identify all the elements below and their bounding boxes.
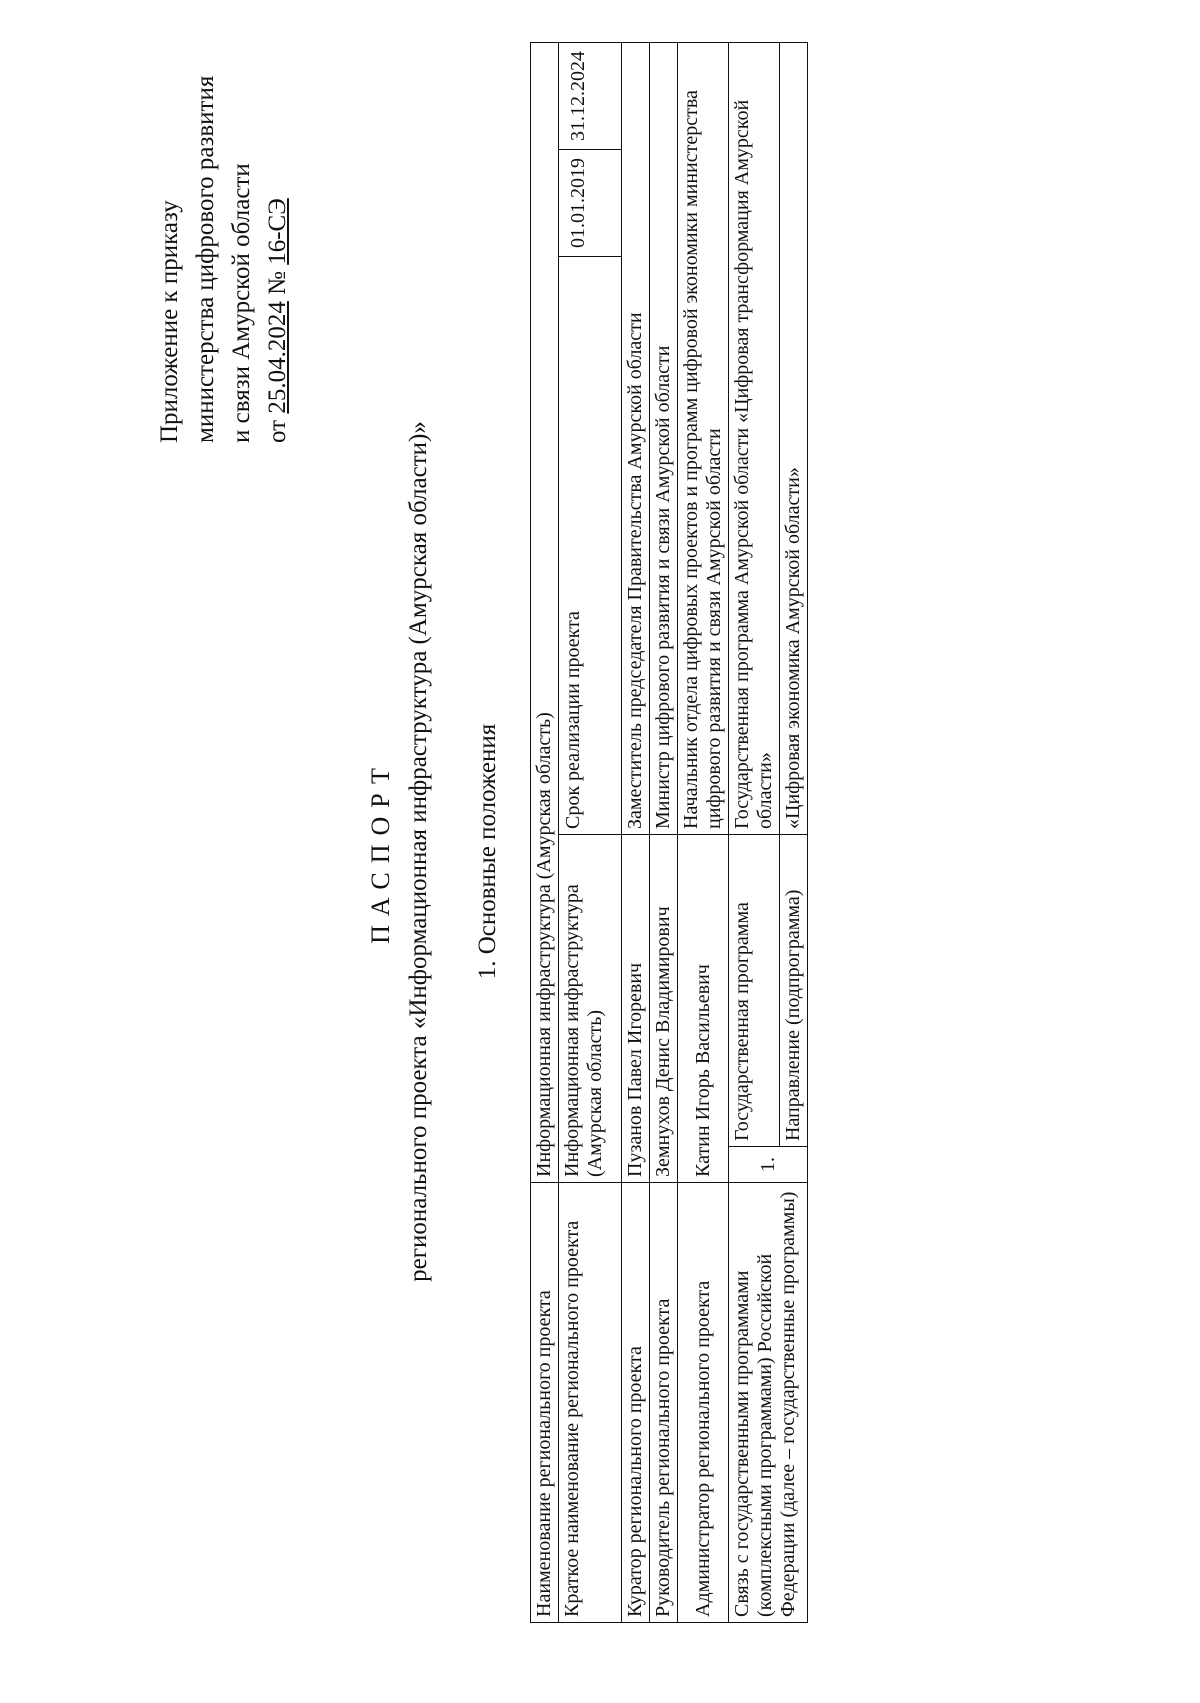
- appendix-line-1: Приложение к приказу: [156, 200, 183, 443]
- table-row-program-link: [729, 42, 780, 1622]
- position-cell: Министр цифрового развития и связи Амурской области: [650, 42, 678, 834]
- direction-label-cell: Направление (подпрограмма): [780, 835, 808, 1147]
- label-cell: Администратор регионального проекта: [678, 1183, 729, 1623]
- appendix-from-label: от: [264, 419, 291, 443]
- period-cell: [559, 42, 622, 834]
- position-cell: Заместитель председателя Правительства Амурской области: [622, 42, 650, 834]
- appendix-line-3: и связи Амурской области: [228, 163, 255, 443]
- table-row-short-name: [559, 42, 622, 1622]
- person-cell: Пузанов Павел Игоревич: [622, 835, 650, 1183]
- passport-title: ПАСПОРТ: [366, 759, 395, 944]
- period-end-date: 31.12.2024: [567, 50, 589, 141]
- appendix-date: 25.04.2024: [264, 301, 291, 414]
- program-value-cell: Государственная программа Амурской области «Цифровая трансформация Амурской области»: [729, 42, 780, 834]
- value-cell: Информационная инфраструктура (Амурская область): [531, 42, 559, 1182]
- passport-subtitle: регионального проекта «Информационная инфраструктура (Амурская области)»: [405, 421, 432, 1282]
- direction-value-cell: «Цифровая экономика Амурской области»: [780, 42, 808, 834]
- table-row-head: [650, 42, 678, 1622]
- period-label: Срок реализации проекта: [559, 256, 621, 834]
- number-cell: 1.: [729, 1147, 808, 1183]
- appendix-number: 16-СЭ: [264, 198, 291, 265]
- section-title: 1. Основные положения: [474, 723, 501, 980]
- title-block: [365, 0, 435, 1703]
- table-row-administrator: [678, 42, 729, 1622]
- label-cell: Наименование регионального проекта: [531, 1183, 559, 1623]
- program-label-cell: Государственная программа: [729, 835, 780, 1147]
- appendix-block: [152, 76, 296, 443]
- appendix-line-4: [260, 76, 296, 443]
- person-cell: Катин Игорь Васильевич: [678, 835, 729, 1183]
- table-row-name: [531, 42, 559, 1622]
- label-cell: Связь с государственными программами (комплексными программами) Российской Федерации (далее – государственные программы): [729, 1183, 808, 1623]
- person-cell: Земнухов Денис Владимирович: [650, 835, 678, 1183]
- table-row-curator: [622, 42, 650, 1622]
- passport-table: [530, 42, 808, 1623]
- label-cell: Краткое наименование регионального проекта: [559, 1183, 622, 1623]
- appendix-number-label: №: [264, 271, 291, 295]
- position-cell: Начальник отдела цифровых проектов и программ цифровой экономики министерства цифрового развития и связи Амурской области: [678, 42, 729, 834]
- value-cell: Информационная инфраструктура (Амурская область): [559, 835, 622, 1183]
- period-start-date: 01.01.2019: [559, 149, 621, 256]
- label-cell: Руководитель регионального проекта: [650, 1183, 678, 1623]
- label-cell: Куратор регионального проекта: [622, 1183, 650, 1623]
- appendix-line-2: министерства цифрового развития: [192, 75, 219, 443]
